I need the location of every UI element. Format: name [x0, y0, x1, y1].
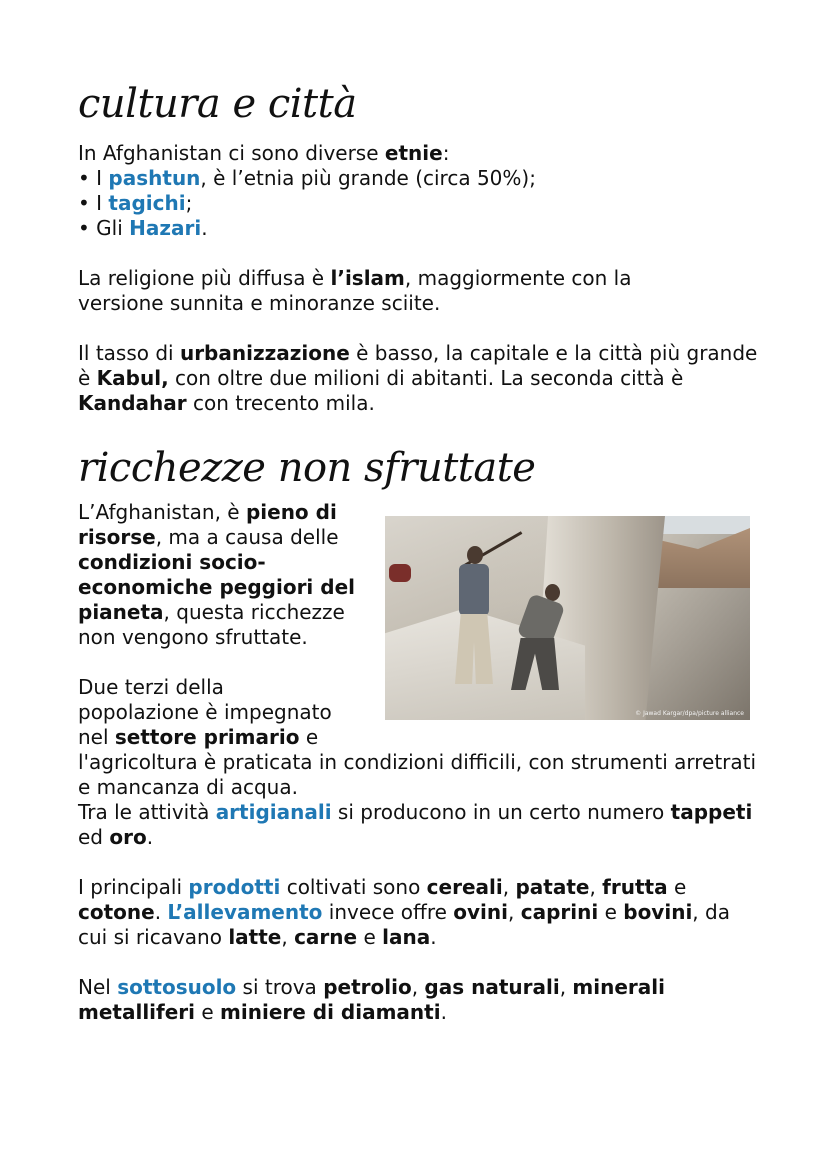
products-paragraph: I principali prodotti coltivati sono cereali, patate, frutta e cotone. L’allevamento invece offre ovini, caprini e bovini, da cui si ricavano latte, carne e lana.	[78, 875, 730, 949]
urbanization-paragraph: Il tasso di urbanizzazione è basso, la capitale e la città più grande è Kabul, con oltre due milioni di abitanti. La seconda città è Kandahar con trecento mila.	[78, 341, 758, 415]
primary-sector-line: Due terzi della	[78, 675, 224, 699]
list-item: • Gli Hazari.	[78, 216, 208, 240]
heading-resources: ricchezze non sfruttate	[78, 445, 536, 491]
agriculture-paragraph: l'agricoltura è praticata in condizioni difficili, con strumenti arretrati e mancanza di acqua. Tra le attività artigianali si producono in un certo numero tappeti ed oro.	[78, 750, 757, 849]
ethnic-intro: In Afghanistan ci sono diverse etnie:	[78, 141, 450, 165]
heading-culture: cultura e città	[78, 81, 357, 127]
religion-paragraph: La religione più diffusa è l’islam, maggiormente con la versione sunnita e minoranze sciite.	[78, 266, 632, 315]
list-item: • I tagichi;	[78, 191, 193, 215]
subsoil-paragraph: Nel sottosuolo si trova petrolio, gas naturali, minerali metalliferi e miniere di diamanti.	[78, 975, 665, 1024]
primary-sector-line: popolazione è impegnato	[78, 700, 332, 724]
photo-credit: © Jawad Kargar/dpa/picture alliance	[635, 710, 744, 717]
worker-figure	[447, 546, 497, 686]
resources-paragraph: L’Afghanistan, è pieno di risorse, ma a causa delle condizioni socio-economiche peggiori del pianeta, questa ricchezze non vengono sfruttate.	[78, 500, 355, 649]
worker-figure	[505, 584, 575, 694]
quarry-photo	[385, 516, 750, 720]
primary-sector-line: nel settore primario e	[78, 725, 319, 749]
bag-figure	[389, 564, 411, 582]
list-item: • I pashtun, è l’etnia più grande (circa 50%);	[78, 166, 536, 190]
